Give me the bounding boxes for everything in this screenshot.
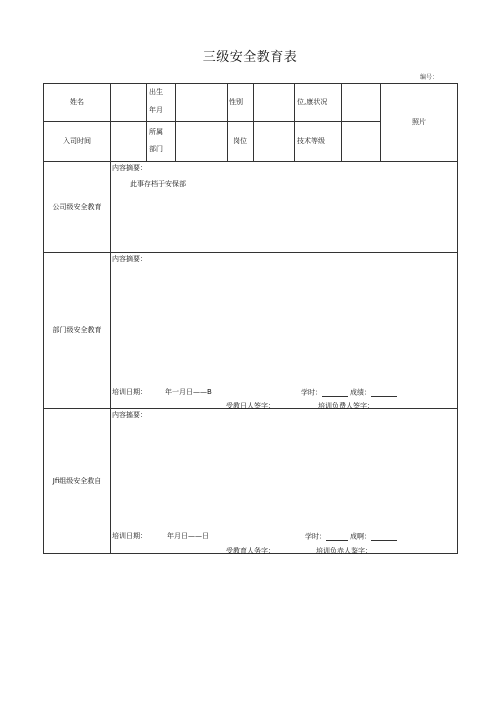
- table-col-divider: [175, 83, 176, 161]
- department-training-date-value: 年一月日——B: [165, 388, 212, 396]
- team-score-blank: [371, 532, 397, 541]
- department-score-label: [350, 388, 397, 397]
- company-section-label: 公司级安全教育: [52, 202, 102, 211]
- table-col-divider: [294, 83, 295, 161]
- table-border-right: [457, 83, 458, 554]
- page-title: 三级安全教育表: [202, 50, 298, 65]
- team-trainee-signature-label: 受教育人务字：: [226, 547, 275, 555]
- department-training-date-label: 培训日期：: [112, 388, 147, 396]
- serial-number-label: 编号：: [420, 74, 439, 81]
- department-hours-text: 学时：: [301, 388, 322, 397]
- department-label-line1: 所属: [149, 128, 163, 136]
- department-section-label: 部门级安全教育: [52, 326, 102, 335]
- team-hours-blank: [326, 532, 348, 541]
- team-section-label: Jfi组级安全救自: [52, 476, 102, 485]
- join-time-label: 入司时间: [63, 137, 91, 146]
- birth-label-line2: 年月: [149, 106, 163, 114]
- health-status-label: 位,康状况: [297, 98, 328, 106]
- department-hours-blank: [322, 388, 348, 397]
- company-summary-label: 内容摘要：: [112, 164, 147, 172]
- table-col-divider: [110, 83, 111, 554]
- team-score-text: 成啊：: [350, 532, 371, 541]
- tech-level-label: 技术等级: [297, 137, 325, 145]
- department-label-line2: 部门: [149, 145, 163, 153]
- team-training-date-value: 年月日——日: [167, 532, 209, 540]
- team-hours-text: 学时：: [305, 532, 326, 541]
- table-col-divider: [146, 83, 147, 161]
- department-trainer-signature-label: 培训负费人签字：: [318, 402, 374, 410]
- department-trainee-signature-label: 受教日人签字：: [226, 402, 275, 410]
- table-col-divider: [341, 83, 342, 161]
- team-hours-label: [305, 532, 348, 541]
- team-summary-label: 内容搐要：: [112, 411, 147, 419]
- position-label: 岗位: [233, 137, 247, 145]
- department-summary-label: 内容摘要：: [112, 255, 147, 263]
- department-hours-label: [301, 388, 348, 397]
- company-summary-text: 此事存档于安保部: [130, 180, 186, 188]
- team-trainer-signature-label: 培训负赤人鉴字：: [316, 547, 372, 555]
- table-col-divider: [227, 83, 228, 161]
- team-training-date-label: 培训日期：: [112, 532, 147, 540]
- photo-label: 照片: [412, 118, 426, 127]
- department-score-blank: [371, 388, 397, 397]
- team-score-label: [350, 532, 397, 541]
- birth-label-line1: 出生: [149, 88, 163, 96]
- table-col-divider: [253, 83, 254, 161]
- gender-label: 性别: [229, 98, 243, 106]
- name-label: 姓名: [70, 98, 84, 107]
- department-score-text: 成绩：: [350, 388, 371, 397]
